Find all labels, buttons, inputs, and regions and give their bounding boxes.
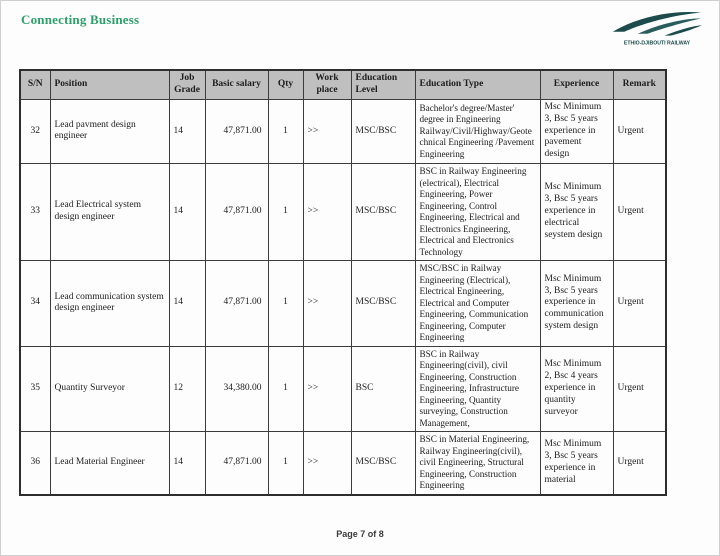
page-title: Connecting Business bbox=[21, 12, 140, 27]
cell-sn: 35 bbox=[20, 346, 50, 432]
header-education-type: Education Type bbox=[415, 70, 540, 99]
cell-sn: 33 bbox=[20, 164, 50, 261]
cell-qty: 1 bbox=[268, 261, 303, 347]
cell-remark: Urgent bbox=[613, 346, 666, 432]
cell-work-place: >> bbox=[303, 99, 351, 163]
cell-education-type: BSC in Railway Engineering (electrical), Electrical Engineering, Power Engineering, Control Engineering, Electrical and Electronics Engineering, Electrical and Electronics Technology bbox=[415, 164, 540, 261]
table-row bbox=[20, 164, 666, 261]
cell-qty: 1 bbox=[268, 432, 303, 495]
cell-experience: Msc Minimum 3, Bsc 5 years experience in electrical seystem design bbox=[540, 164, 613, 261]
cell-basic-salary: 34,380.00 bbox=[205, 346, 268, 432]
vacancy-table bbox=[19, 69, 667, 496]
cell-remark: Urgent bbox=[613, 99, 666, 163]
train-swoosh-icon bbox=[609, 5, 705, 49]
cell-education-type: BSC in Material Engineering, Railway Engineering(civil), civil Engineering, Structural Engineering, Construction Engineering bbox=[415, 432, 540, 495]
cell-education-level: MSC/BSC bbox=[351, 432, 415, 495]
cell-job-grade: 12 bbox=[169, 346, 205, 432]
cell-job-grade: 14 bbox=[169, 99, 205, 163]
header-qty: Qty bbox=[268, 70, 303, 99]
cell-education-type: Bachelor's degree/Master' degree in Engineering Railway/Civil/Highway/Geotechnical Engineering /Pavement Engineering bbox=[415, 99, 540, 163]
cell-job-grade: 14 bbox=[169, 261, 205, 347]
cell-experience: Msc Minimum 3, Bsc 5 years experience in communication system design bbox=[540, 261, 613, 347]
header-position: Position bbox=[50, 70, 169, 99]
cell-remark: Urgent bbox=[613, 432, 666, 495]
cell-education-type: BSC in Railway Engineering(civil), civil Engineering, Construction Engineering, Infrastructure Engineering, Quantity surveying, Construction Management, bbox=[415, 346, 540, 432]
header-job-grade: Job Grade bbox=[169, 70, 205, 99]
cell-qty: 1 bbox=[268, 164, 303, 261]
cell-work-place: >> bbox=[303, 164, 351, 261]
header-basic-salary: Basic salary bbox=[205, 70, 268, 99]
cell-experience: Msc Minimum 3, Bsc 5 years experience in pavement design bbox=[540, 99, 613, 163]
table-row bbox=[20, 261, 666, 347]
cell-basic-salary: 47,871.00 bbox=[205, 432, 268, 495]
header-sn: S/N bbox=[20, 70, 50, 99]
cell-sn: 32 bbox=[20, 99, 50, 163]
header-education-level: Education Level bbox=[351, 70, 415, 99]
cell-remark: Urgent bbox=[613, 261, 666, 347]
cell-education-type: MSC/BSC in Railway Engineering (Electrical), Electrical Engineering, Electrical and Computer Engineering, Communication Engineering, Computer Engineering bbox=[415, 261, 540, 347]
cell-work-place: >> bbox=[303, 346, 351, 432]
table-row bbox=[20, 432, 666, 495]
header-experience: Experience bbox=[540, 70, 613, 99]
page-number: Page 7 of 8 bbox=[336, 529, 384, 539]
cell-basic-salary: 47,871.00 bbox=[205, 99, 268, 163]
table-header-row bbox=[20, 70, 666, 99]
cell-position: Lead pavment design engineer bbox=[50, 99, 169, 163]
header-remark: Remark bbox=[613, 70, 666, 99]
cell-position: Lead communication system design engineer bbox=[50, 261, 169, 347]
header-work-place: Work place bbox=[303, 70, 351, 99]
cell-work-place: >> bbox=[303, 432, 351, 495]
cell-education-level: MSC/BSC bbox=[351, 99, 415, 163]
cell-education-level: BSC bbox=[351, 346, 415, 432]
cell-remark: Urgent bbox=[613, 164, 666, 261]
cell-qty: 1 bbox=[268, 346, 303, 432]
cell-basic-salary: 47,871.00 bbox=[205, 164, 268, 261]
cell-basic-salary: 47,871.00 bbox=[205, 261, 268, 347]
cell-position: Lead Material Engineer bbox=[50, 432, 169, 495]
cell-experience: Msc Minimum 2, Bsc 4 years experience in quantity surveyor bbox=[540, 346, 613, 432]
cell-position: Quantity Surveyor bbox=[50, 346, 169, 432]
cell-sn: 34 bbox=[20, 261, 50, 347]
cell-education-level: MSC/BSC bbox=[351, 261, 415, 347]
table-row bbox=[20, 99, 666, 163]
cell-sn: 36 bbox=[20, 432, 50, 495]
cell-qty: 1 bbox=[268, 99, 303, 163]
logo-text: ETHIO-DJIBOUTI RAILWAY bbox=[623, 40, 691, 47]
cell-work-place: >> bbox=[303, 261, 351, 347]
cell-job-grade: 14 bbox=[169, 164, 205, 261]
ethio-djibouti-railway-logo bbox=[609, 5, 705, 49]
cell-education-level: MSC/BSC bbox=[351, 164, 415, 261]
cell-position: Lead Electrical system design engineer bbox=[50, 164, 169, 261]
table-row bbox=[20, 346, 666, 432]
cell-job-grade: 14 bbox=[169, 432, 205, 495]
cell-experience: Msc Minimum 3, Bsc 5 years experience in material bbox=[540, 432, 613, 495]
